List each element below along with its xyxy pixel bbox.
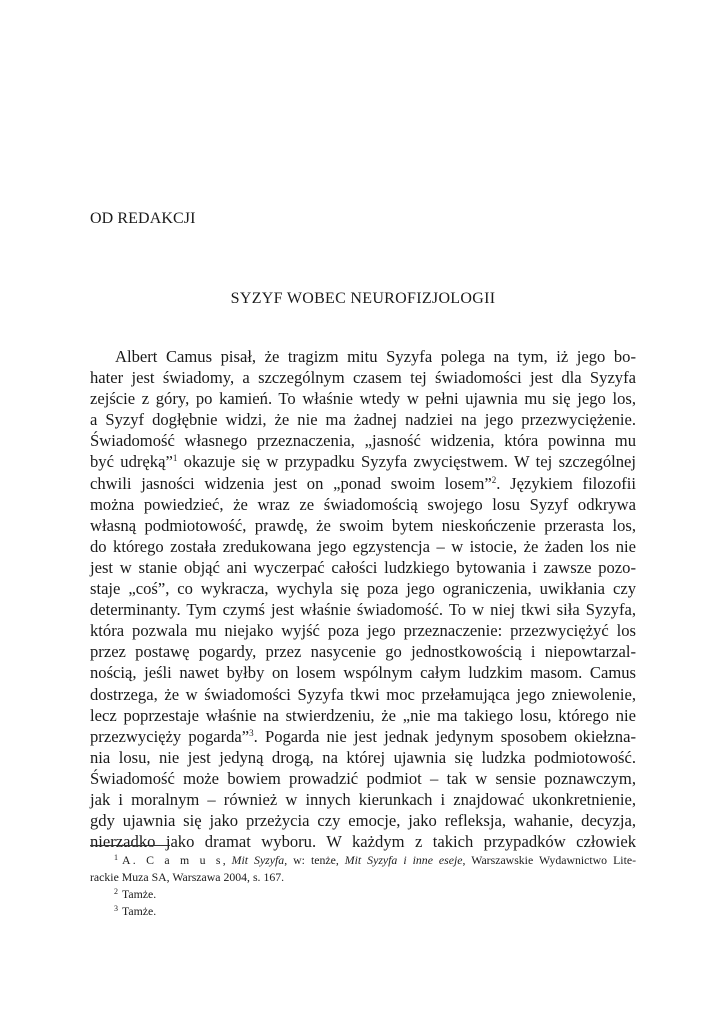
line-text: chwili jasności widzenia jest on „ponad swoim losem” (90, 473, 492, 493)
line-text: przez postawę pogardy, przez nasycenie go jednostkowością i niepowtarzal- (90, 642, 636, 662)
paragraph-line (90, 684, 636, 705)
line-text-after-ref: . Pogarda nie jest jednak jedynym sposobem okiełzna- (253, 726, 636, 746)
paragraph-line (90, 346, 636, 367)
footnote-ref: 2 (491, 474, 497, 485)
line-text: nierzadko jako dramat wyboru. W każdym z takich przypadków człowiek (90, 832, 636, 852)
paragraph-line (90, 789, 636, 810)
line-text: przezwycięży pogarda” (90, 726, 250, 746)
paragraph-line (90, 409, 636, 430)
line-text-after-ref: okazuje się w przypadku Syzyfa zwycięstwem. W tej szczególnej (177, 452, 636, 472)
line-text: gdy ujawnia się jako przeżycia czy emocje, jako refleksja, wahanie, decyzja, (90, 811, 636, 831)
line-text: zejście z góry, po kamień. To właśnie wtedy w pełni ujawnia mu się jego los, (90, 389, 636, 409)
line-text: staje „coś”, co wykracza, wychyla się poza jego ograniczenia, uwikłania czy (90, 579, 636, 599)
article-body (90, 346, 636, 852)
footnote-1-continuation: rackie Muza SA, Warszawa 2004, s. 167. (90, 870, 285, 884)
section-heading: OD REDAKCJI (90, 210, 196, 227)
paragraph-line (90, 430, 636, 451)
paragraph-line (90, 768, 636, 789)
line-text: Świadomość własnego przeznaczenia, „jasność widzenia, która powinna mu (90, 431, 636, 451)
paragraph-line (90, 494, 636, 515)
footnote-1-number: 1 (114, 853, 118, 862)
line-text: lecz poprzestaje właśnie na stwierdzeniu, że „nie ma takiego losu, którego nie (90, 705, 636, 725)
paragraph-line (90, 726, 636, 747)
footnote-1-title: Mit Syzyfa (231, 853, 285, 867)
footnote-divider (90, 845, 170, 846)
line-text: być udręką” (90, 452, 173, 472)
paragraph-line (90, 599, 636, 620)
footnote-1 (90, 852, 636, 869)
paragraph-line (90, 578, 636, 599)
line-text: do którego została zredukowana jego egzystencja – w istocie, że żaden los nie (90, 536, 636, 556)
line-text: Albert Camus pisał, że tragizm mitu Syzyfa polega na tym, iż jego bo- (115, 347, 636, 366)
footnote-1-title-2: Mit Syzyfa i inne eseje (344, 853, 463, 867)
paragraph-line (90, 641, 636, 662)
paragraph-line (90, 810, 636, 831)
paragraph-line (90, 515, 636, 536)
footnote-3-text: Tamże. (122, 904, 157, 918)
line-text: która pozwala mu niejako wyjść poza jego przeznaczenie: przezwyciężyć los (90, 621, 636, 641)
footnote-1-rest: , Warszawskie Wydawnictwo Lite- (462, 853, 637, 867)
footnote-3 (90, 903, 636, 920)
footnote-1-author: A. C a m u s (122, 853, 223, 867)
footnote-3-number: 3 (114, 904, 118, 913)
footnote-2 (90, 886, 636, 903)
footnote-ref: 1 (172, 453, 178, 464)
line-text-after-ref: . Językiem filozofii (496, 473, 636, 493)
paragraph-line (90, 705, 636, 726)
article-title: SYZYF WOBEC NEUROFIZJOLOGII (230, 290, 496, 307)
line-text: a Syzyf dogłębnie widzi, że nie ma żadnej nadziei na jego przezwyciężenie. (90, 410, 636, 430)
paragraph-line (90, 620, 636, 641)
line-text: dostrzega, że w świadomości Syzyfa tkwi moc przełamująca jego zniewolenie, (90, 684, 636, 704)
paragraph-line (90, 367, 636, 388)
footnotes (90, 852, 636, 920)
footnote-2-text: Tamże. (122, 887, 157, 901)
paragraph-line (90, 451, 636, 472)
paragraph-line (90, 388, 636, 409)
footnote-ref: 3 (249, 727, 254, 738)
footnote-1-sep: , (222, 853, 232, 867)
paragraph-line (90, 536, 636, 557)
line-text: nia losu, nie jest jedyną drogą, na której ujawnia się ludzka podmiotowość. (90, 747, 636, 767)
paragraph-line (90, 747, 636, 768)
paragraph-line (90, 831, 636, 852)
line-text: hater jest świadomy, a szczególnym czasem tej świadomości jest dla Syzyfa (90, 368, 636, 388)
footnote-1-mid: , w: tenże, (284, 853, 345, 867)
line-text: własną podmiotowość, prawdę, że swoim bytem nieskończenie przerasta los, (90, 515, 636, 535)
line-text: nością, jeśli nawet byłby on losem wspólnym całym ludzkim masom. Camus (90, 663, 636, 683)
line-text: jest w stanie objąć ani wyczerpać całości ludzkiego bytowania i zawsze pozo- (90, 557, 636, 577)
paragraph-line (90, 662, 636, 683)
line-text: determinanty. Tym czymś jest właśnie świadomość. To w niej tkwi siła Syzyfa, (90, 600, 636, 620)
paragraph-line (90, 473, 636, 494)
paragraph-line (90, 557, 636, 578)
line-text: jak i moralnym – również w innych kierunkach i znajdować ukonkretnienie, (90, 789, 636, 809)
line-text: można powiedzieć, że wraz ze świadomością swojego losu Syzyf odkrywa (90, 494, 636, 514)
line-text: Świadomość może bowiem prowadzić podmiot – tak w sensie poznawczym, (90, 768, 636, 788)
footnote-2-number: 2 (114, 887, 118, 896)
